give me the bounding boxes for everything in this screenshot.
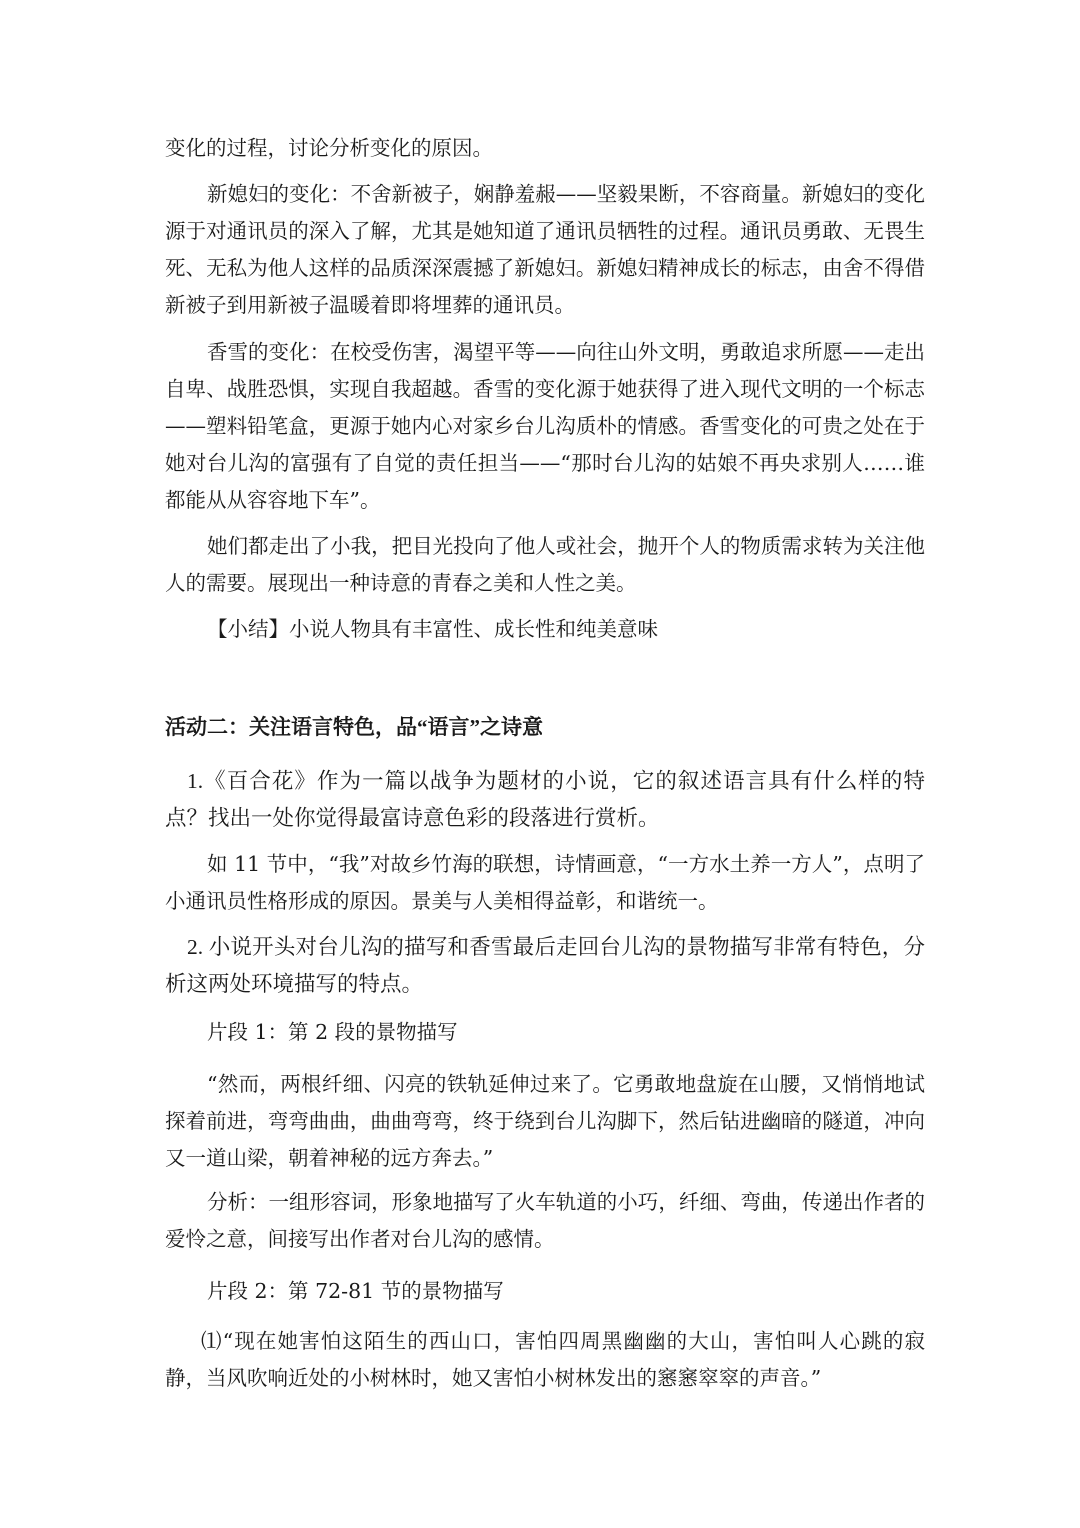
paragraph-summary-both: 她们都走出了小我，把目光投向了他人或社会，抛开个人的物质需求转为关注他人的需要。展现出一种诗意的青春之美和人性之美。 [165, 534, 925, 595]
excerpt-1-analysis: 分析：一组形容词，形象地描写了火车轨道的小巧，纤细、弯曲，传递出作者的爱怜之意，间接写出作者对台儿沟的感情。 [165, 1190, 925, 1251]
excerpt-2-quote: ⑴“现在她害怕这陌生的西山口，害怕四周黑幽幽的大山，害怕叫人心跳的寂静，当风吹响近处的小树林时，她又害怕小树林发出的窸窸窣窣的声音。” [165, 1329, 925, 1390]
paragraph-xiangxue-change: 香雪的变化：在校受伤害，渴望平等——向往山外文明，勇敢追求所愿——走出自卑、战胜恐惧，实现自我超越。香雪的变化源于她获得了进入现代文明的一个标志——塑料铅笔盒，更源于她内心对家乡台儿沟质朴的情感。香雪变化的可贵之处在于她对台儿沟的富强有了自觉的责任担当——“那时台儿沟的姑娘不再央求别人……谁都能从从容容地下车”。 [165, 340, 925, 512]
question-2: 2. 小说开头对台儿沟的描写和香雪最后走回台儿沟的景物描写非常有特色，分析这两处环境描写的特点。 [165, 935, 925, 996]
paragraph-bride-change: 新媳妇的变化：不舍新被子，娴静羞赧——坚毅果断，不容商量。新媳妇的变化源于对通讯员的深入了解，尤其是她知道了通讯员牺牲的过程。通讯员勇敢、无畏生死、无私为他人这样的品质深深震撼了新媳妇。新媳妇精神成长的标志，由舍不得借新被子到用新被子温暖着即将埋葬的通讯员。 [165, 182, 925, 317]
excerpt-1-quote: “然而，两根纤细、闪亮的铁轨延伸过来了。它勇敢地盘旋在山腰，又悄悄地试探着前进，弯弯曲曲，曲曲弯弯，终于绕到台儿沟脚下，然后钻进幽暗的隧道，冲向又一道山梁，朝着神秘的远方奔去。” [165, 1072, 925, 1170]
excerpt-2-title: 片段 2：第 72-81 节的景物描写 [207, 1279, 504, 1303]
excerpt-1-title: 片段 1：第 2 段的景物描写 [207, 1020, 458, 1044]
paragraph-change-process: 变化的过程，讨论分析变化的原因。 [165, 136, 493, 160]
question-1: 1.《百合花》作为一篇以战争为题材的小说，它的叙述语言具有什么样的特点？找出一处你觉得最富诗意色彩的段落进行赏析。 [165, 769, 925, 830]
answer-1: 如 11 节中，“我”对故乡竹海的联想，诗情画意，“一方水土养一方人”，点明了小通讯员性格形成的原因。景美与人美相得益彰，和谐统一。 [165, 852, 925, 913]
section-heading-activity-two: 活动二：关注语言特色，品“语言”之诗意 [165, 715, 543, 739]
paragraph-conclusion: 【小结】小说人物具有丰富性、成长性和纯美意味 [207, 617, 658, 641]
